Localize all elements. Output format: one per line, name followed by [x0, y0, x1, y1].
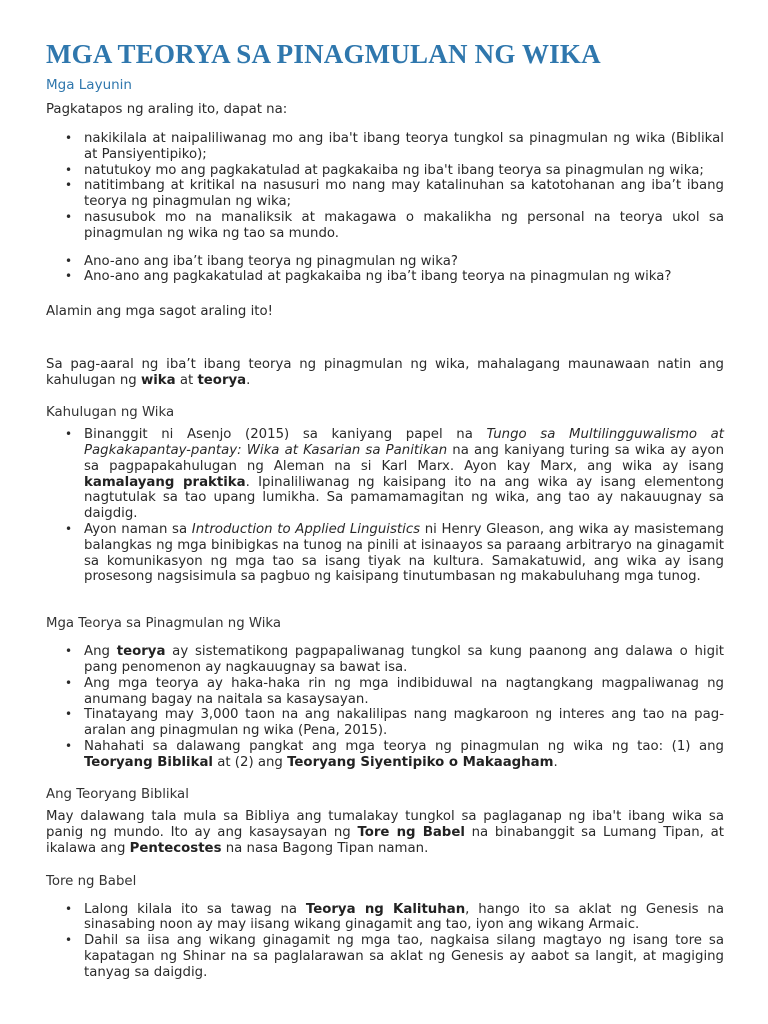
biblikal-paragraph — [46, 809, 724, 857]
mga-teorya-list — [46, 644, 724, 770]
document-title: MGA TEORYA SA PINAGMULAN NG WIKA — [46, 39, 601, 69]
pangkat-text-mid: at (2) ang — [212, 754, 288, 770]
teorya-item-taon: • Tinatayang may 3,000 taon na ang nakalilipas nang magkaroon ng interes ang tao na pag-aralan ang pinagmulan ng wika (Pena, 2015). — [46, 707, 724, 739]
layunin-intro: Pagkatapos ng araling ito, dapat na: — [46, 102, 288, 117]
term-teorya: teorya — [197, 373, 247, 389]
layunin-item: • natitimbang at kritikal na nasusuri mo nang may katalinuhan sa katotohanan ang iba’t ibang teorya ng pinagmulan ng wika; — [46, 178, 724, 210]
gleason-text-post: ni Henry Gleason, ang wika ay masistemang balangkas ng mga binibigkas na tunog na pinili at isinaayos sa paraang arbitraryo na ginagamit sa komunikasyon ng mga tao sa isang tiyak na kultura. Samakatuwid, ang wika ay isang prosesong nagsisimula sa pagbuo ng kaisipang tinutumbasan ng makabuluhang mga tunog. — [84, 521, 724, 585]
intro-paragraph — [46, 357, 724, 389]
teorya-ng-kalituhan-term: Teorya ng Kalituhan — [305, 901, 466, 917]
layunin-heading: Mga Layunin — [46, 77, 132, 93]
teorya-item-kahulugan — [46, 644, 724, 676]
teorya-item-pangkat — [46, 739, 724, 771]
term-teorya-bold: teorya — [116, 644, 166, 660]
layunin-item: • nasusubok mo na manaliksik at makagawa o makalikha ng personal na teorya ukol sa pinagmulan ng wika ng tao sa mundo. — [46, 210, 724, 242]
teorya-item-haka: • Ang mga teorya ay haka-haka rin ng mga indibiduwal na nagtangkang magpaliwanag ng anumang bagay na naitala sa kasaysayan. — [46, 676, 724, 708]
intro-text-end: . — [246, 373, 251, 389]
asenjo-text-pre: Binanggit ni Asenjo (2015) sa kaniyang papel na — [84, 427, 487, 443]
teoryang-siyentipiko-term: Teoryang Siyentipiko o Makaagham — [287, 754, 554, 770]
biblikal-heading: Ang Teoryang Biblikal — [46, 786, 189, 802]
asenjo-paper-title: Tungo sa Multilingguwalismo at Pagkakapantay-pantay: Wika at Kasarian sa Panitikan — [84, 427, 725, 458]
gleason-book-title: Introduction to Applied Linguistics — [191, 521, 421, 537]
mga-teorya-heading: Mga Teorya sa Pinagmulan ng Wika — [46, 616, 282, 632]
question-item: • Ano-ano ang pagkakatulad at pagkakaiba ng iba’t ibang teorya na pinagmulan ng wika? — [46, 269, 724, 285]
tore-ng-babel-term: Tore ng Babel — [357, 824, 465, 840]
babel-text-post: , hango ito sa aklat ng Genesis na sinasabing noon ay may iisang wikang ginagamit ang tao, iyon ang wikang Armaic. — [84, 901, 724, 933]
alamin-text: Alamin ang mga sagot araling ito! — [46, 304, 273, 320]
pangkat-text-pre: Nahahati sa dalawang pangkat ang mga teorya ng pinagmulan ng wika ng tao: (1) ang — [84, 738, 724, 754]
layunin-item: • natutukoy mo ang pagkakatulad at pagkakaiba ng iba't ibang teorya sa pinagmulan ng wika; — [46, 163, 724, 179]
asenjo-text-mid: na ang kaniyang turing sa wika ay ayon sa pagpapakahulugan ng Aleman na si Karl Marx. Ayon kay Marx, ang wika ay isang — [84, 442, 724, 474]
babel-item-kalituhan — [46, 902, 724, 934]
kahulugan-item-gleason — [46, 522, 724, 585]
babel-heading: Tore ng Babel — [46, 873, 137, 889]
babel-item-tore: • Dahil sa iisa ang wikang ginagamit ng mga tao, nagkaisa silang magtayo ng isang tore sa kapatagan ng Shinar na sa paglalarawan sa aklat ng Genesis ay aabot sa langit, at magiging tanyag sa daigdig. — [46, 933, 724, 980]
layunin-item: • nakikilala at naipaliliwanag mo ang iba't ibang teorya tungkol sa pinagmulan ng wika (Biblikal at Pansiyentipiko); — [46, 131, 724, 163]
biblikal-text-end: na nasa Bagong Tipan naman. — [221, 840, 429, 856]
babel-list — [46, 902, 724, 981]
biblikal-text-pre: May dalawang tala mula sa Bibliya ang tumalakay tungkol sa paglaganap ng iba't ibang wika sa panig ng mundo. Ito ay ang kasaysayan ng — [46, 808, 724, 840]
question-list — [46, 254, 724, 286]
kamalayang-praktika: kamalayang praktika — [84, 474, 246, 490]
teoryang-biblikal-term: Teoryang Biblikal — [84, 754, 213, 770]
gleason-text-pre: Ayon naman sa — [84, 521, 192, 537]
kahulugan-heading: Kahulugan ng Wika — [46, 405, 175, 421]
question-item: • Ano-ano ang iba’t ibang teorya ng pinagmulan ng wika? — [46, 254, 724, 270]
biblikal-text-mid: na binabanggit sa Lumang Tipan, at ikalawa ang — [46, 824, 724, 856]
intro-text-mid: at — [175, 373, 198, 389]
layunin-list — [46, 131, 724, 242]
intro-text-start: Sa pag-aaral ng iba’t ibang teorya ng pinagmulan ng wika, mahalagang maunawaan natin ang kahulugan ng — [46, 357, 724, 389]
kahulugan-item-asenjo — [46, 427, 724, 522]
babel-text-pre: Lalong kilala ito sa tawag na — [84, 901, 306, 917]
kahulugan-list — [46, 427, 724, 585]
pentecostes-term: Pentecostes — [129, 840, 222, 856]
term-wika: wika — [140, 373, 176, 389]
pangkat-text-end: . — [553, 754, 558, 770]
teorya-text-pre: Ang — [84, 644, 117, 660]
asenjo-text-post: . Ipinaliliwanag ng kaisipang ito na ang wika ay isang elementong nagtutulak sa tao upang lumikha. Sa pamamamagitan ng wika, ang tao ay nakauugnay sa daigdig. — [84, 474, 725, 522]
teorya-text-post: ay sistematikong pagpapaliwanag tungkol sa kung paanong ang dalawa o higit pang penomenon ay nagkauugnay sa bawat isa. — [84, 644, 724, 675]
